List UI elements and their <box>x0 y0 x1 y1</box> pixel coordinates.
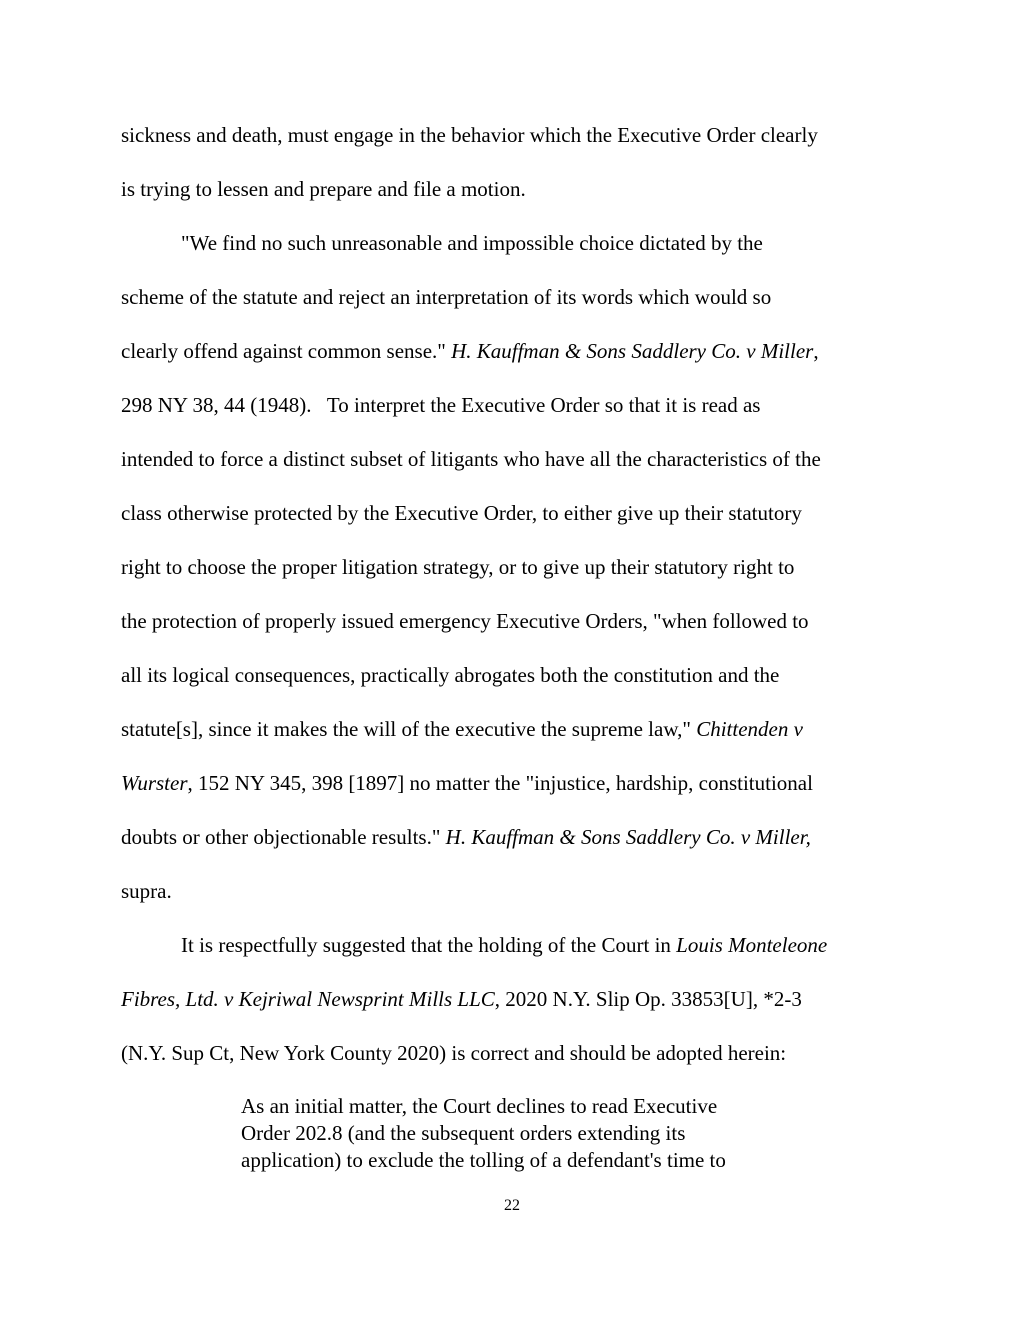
block-quote-line: application) to exclude the tolling of a defendant's time to <box>241 1148 726 1172</box>
case-citation: Chittenden v <box>696 717 803 741</box>
paragraph-line: supra. <box>121 879 172 903</box>
paragraph-line: Wurster, 152 NY 345, 398 [1897] no matter the "injustice, hardship, constitutional <box>121 771 813 795</box>
case-citation: Wurster <box>121 771 188 795</box>
paragraph-line: the protection of properly issued emergency Executive Orders, "when followed to <box>121 609 809 633</box>
paragraph-line: statute[s], since it makes the will of the executive the supreme law," Chittenden v <box>121 717 803 741</box>
case-citation: Louis Monteleone <box>676 933 828 957</box>
paragraph-line: "We find no such unreasonable and impossible choice dictated by the <box>181 231 763 255</box>
paragraph-line: 298 NY 38, 44 (1948). To interpret the Executive Order so that it is read as <box>121 393 761 417</box>
block-quote-line: Order 202.8 (and the subsequent orders extending its <box>241 1121 686 1145</box>
case-citation: H. Kauffman & Sons Saddlery Co. v Miller <box>451 339 814 363</box>
paragraph-line: doubts or other objectionable results." H. Kauffman & Sons Saddlery Co. v Miller, <box>121 825 811 849</box>
paragraph-line: intended to force a distinct subset of litigants who have all the characteristics of the <box>121 447 821 471</box>
paragraph-line: sickness and death, must engage in the behavior which the Executive Order clearly <box>121 123 818 147</box>
paragraph-line: right to choose the proper litigation strategy, or to give up their statutory right to <box>121 555 795 579</box>
paragraph-line: It is respectfully suggested that the holding of the Court in Louis Monteleone <box>181 933 828 957</box>
paragraph-line: all its logical consequences, practically abrogates both the constitution and the <box>121 663 780 687</box>
paragraph-line: clearly offend against common sense." H. Kauffman & Sons Saddlery Co. v Miller, <box>121 339 819 363</box>
paragraph-line: scheme of the statute and reject an interpretation of its words which would so <box>121 285 772 309</box>
paragraph-line: (N.Y. Sup Ct, New York County 2020) is correct and should be adopted herein: <box>121 1041 787 1065</box>
block-quote-line: As an initial matter, the Court declines to read Executive <box>241 1094 718 1118</box>
paragraph-line: class otherwise protected by the Executive Order, to either give up their statutory <box>121 501 802 525</box>
paragraph-line: Fibres, Ltd. v Kejriwal Newsprint Mills LLC, 2020 N.Y. Slip Op. 33853[U], *2-3 <box>121 987 802 1011</box>
paragraph-line: is trying to lessen and prepare and file a motion. <box>121 177 526 201</box>
case-citation: H. Kauffman & Sons Saddlery Co. v Miller, <box>445 825 811 849</box>
case-citation: Fibres, Ltd. v Kejriwal Newsprint Mills LLC <box>121 987 495 1011</box>
page-number: 22 <box>504 1197 520 1214</box>
